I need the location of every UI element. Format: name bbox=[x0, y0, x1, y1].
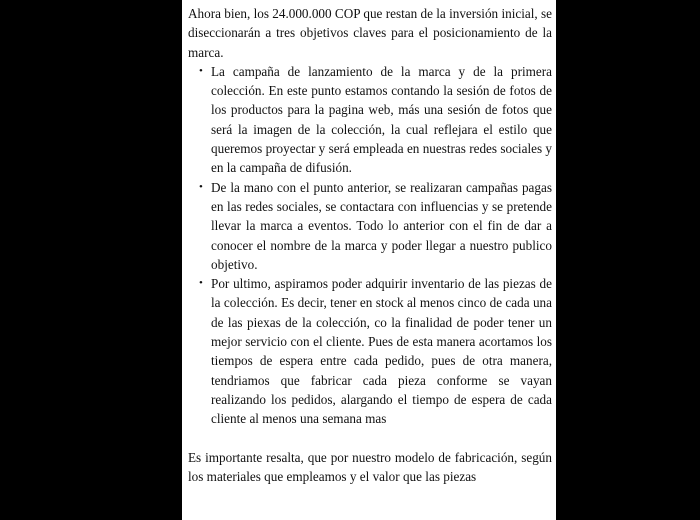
list-item-text: De la mano con el punto anterior, se realizaran campañas pagas en las redes sociales, se contactara con influencias y se pretende llevar la marca a eventos. Todo lo anterior con el fin de dar a conocer el nombre de la marca y poder llegar a nuestro publico objetivo. bbox=[211, 179, 552, 272]
bullet-icon: • bbox=[199, 64, 203, 77]
bullet-icon: • bbox=[199, 180, 203, 193]
bullet-icon: • bbox=[199, 277, 203, 290]
list-item-text: La campaña de lanzamiento de la marca y de la primera colección. En este punto estamos contando la sesión de fotos de los productos para la pagina web, más una sesión de fotos que será la imagen de la colección, la cual reflejara el estilo que queremos proyectar y será empleada en nuestras redes sociales y en la campaña de difusión. bbox=[211, 63, 552, 176]
list-item-text: Por ultimo, aspiramos poder adquirir inventario de las piezas de la colección. Es decir, tener en stock al menos cinco de cada una de las piexas de la colección, co la finalidad de poder tener un mejor servicio con el cliente. Pues de esta manera acortamos los tiempos de espera entre cada pedido, pues de otra manera, tendriamos que fabricar cada pieza conforme se vayan realizando los pedidos, alargando el tiempo de espera de cada cliente al menos una semana mas bbox=[211, 276, 552, 427]
document-page bbox=[182, 0, 556, 520]
list-item bbox=[188, 62, 552, 178]
document-body bbox=[188, 4, 552, 486]
list-item bbox=[188, 178, 552, 274]
objectives-list bbox=[188, 62, 552, 429]
intro-paragraph: Ahora bien, los 24.000.000 COP que restan de la inversión inicial, se diseccionarán a tres objetivos claves para el posicionamiento de la marca. bbox=[188, 6, 552, 60]
closing-paragraph: Es importante resalta, que por nuestro modelo de fabricación, según los materiales que empleamos y el valor que las piezas bbox=[188, 449, 552, 484]
list-item bbox=[188, 274, 552, 428]
